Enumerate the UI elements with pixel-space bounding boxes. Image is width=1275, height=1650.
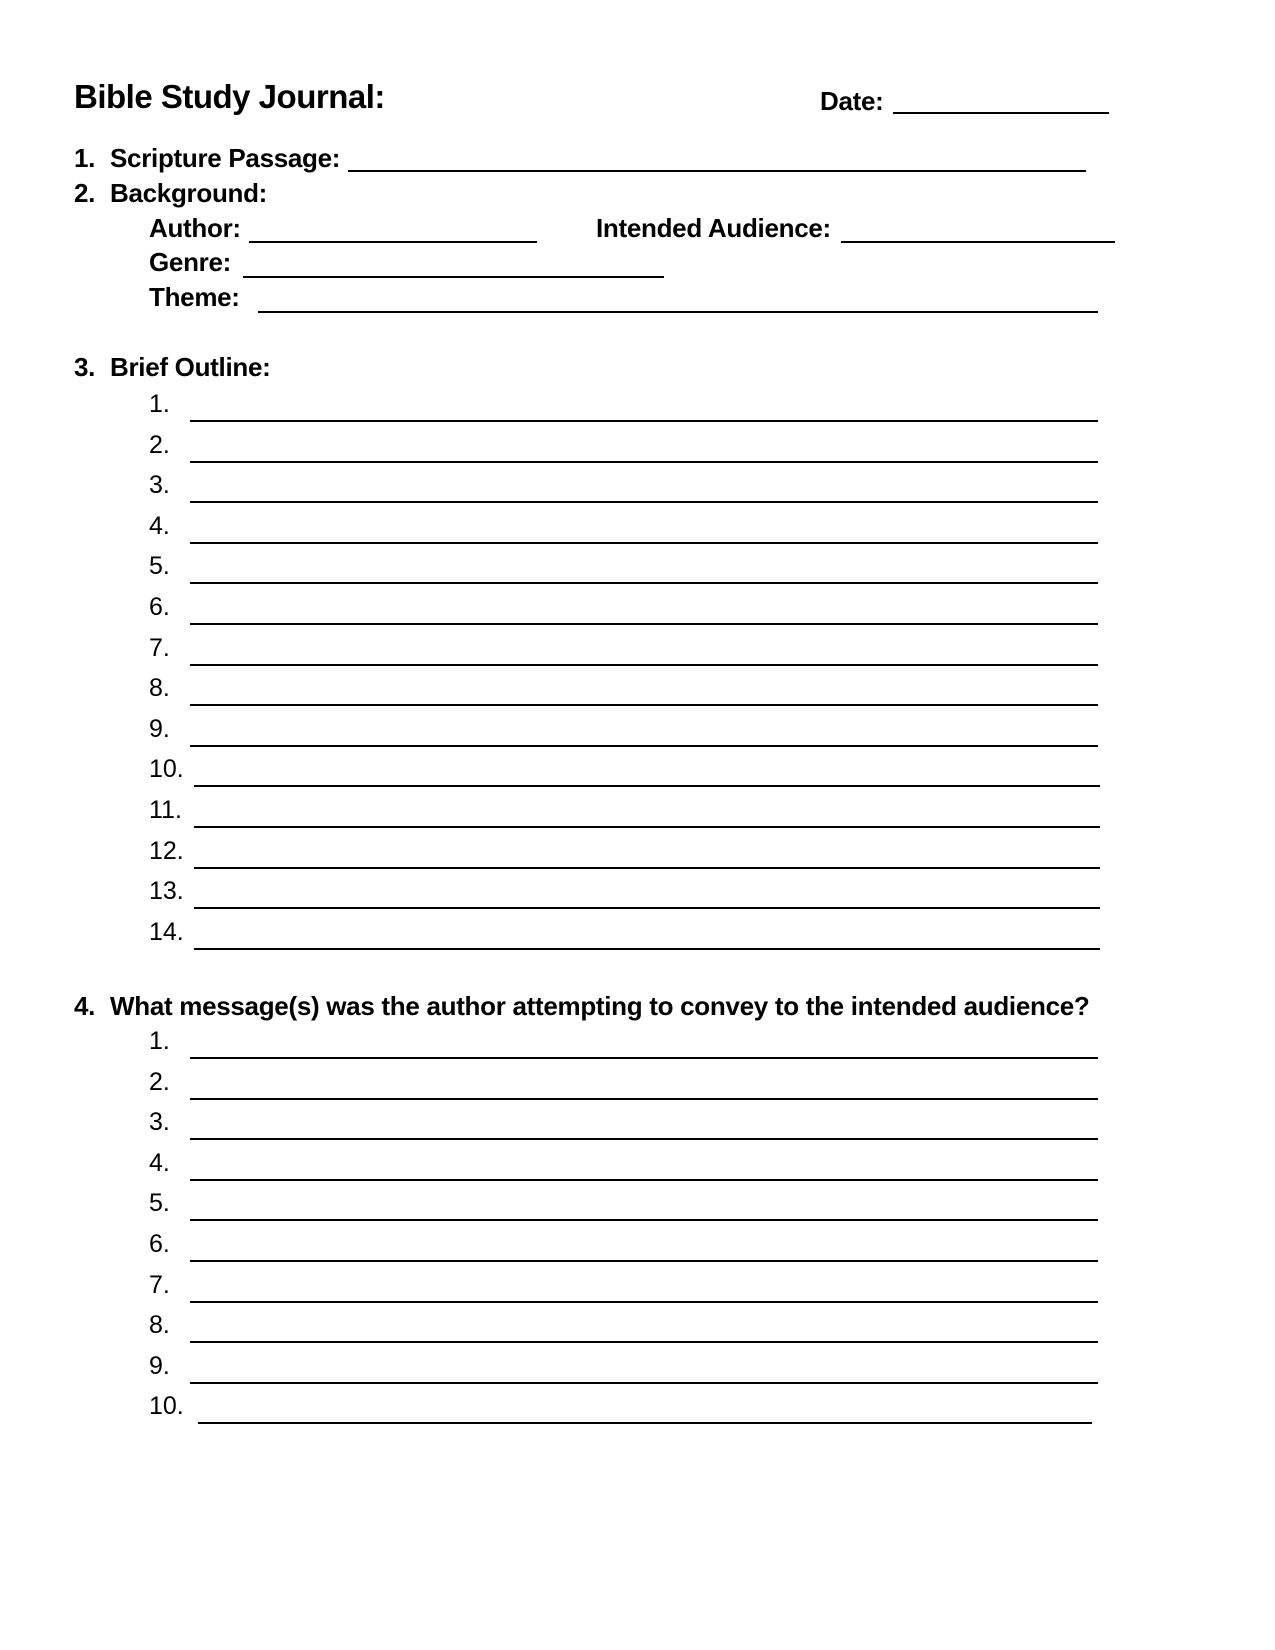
intended-audience-field[interactable] <box>841 241 1115 243</box>
brief-outline-label: Brief Outline: <box>110 352 271 382</box>
author-label: Author: <box>149 213 241 243</box>
outline-item-line[interactable] <box>190 704 1098 706</box>
message-item-line[interactable] <box>190 1260 1098 1262</box>
section-2-number: 2. <box>74 178 96 208</box>
theme-label: Theme: <box>149 282 240 312</box>
message-item-number: 4. <box>149 1148 170 1177</box>
outline-item-number: 8. <box>149 674 170 703</box>
message-item-number: 2. <box>149 1067 170 1096</box>
outline-item-line[interactable] <box>194 907 1100 909</box>
section-4-number: 4. <box>74 991 96 1021</box>
message-item-line[interactable] <box>190 1179 1098 1181</box>
message-item-line[interactable] <box>190 1301 1098 1303</box>
scripture-passage-field[interactable] <box>348 170 1086 172</box>
outline-item-line[interactable] <box>190 664 1098 666</box>
scripture-passage-label: Scripture Passage: <box>110 143 341 173</box>
outline-item-line[interactable] <box>190 420 1098 422</box>
outline-item-number: 4. <box>149 511 170 540</box>
message-item-number: 6. <box>149 1230 170 1258</box>
outline-item-line[interactable] <box>194 826 1100 828</box>
genre-label: Genre: <box>149 247 232 277</box>
message-item-line[interactable] <box>190 1341 1098 1343</box>
outline-item-line[interactable] <box>190 501 1098 503</box>
page-title: Bible Study Journal: <box>74 78 385 115</box>
message-item-number: 8. <box>149 1311 170 1340</box>
outline-item-number: 12. <box>149 836 184 865</box>
message-item-line[interactable] <box>190 1057 1098 1059</box>
section-1-number: 1. <box>74 143 96 173</box>
message-item-number: 7. <box>149 1270 170 1299</box>
message-item-line[interactable] <box>190 1098 1098 1100</box>
outline-item-line[interactable] <box>194 867 1100 869</box>
outline-item-number: 10. <box>149 755 184 784</box>
author-field[interactable] <box>249 241 537 243</box>
message-item-number: 9. <box>149 1351 170 1380</box>
theme-field[interactable] <box>258 311 1098 313</box>
genre-field[interactable] <box>243 276 664 278</box>
outline-item-line[interactable] <box>194 785 1100 787</box>
background-label: Background: <box>110 178 268 208</box>
outline-item-number: 1. <box>149 390 170 418</box>
section-3-number: 3. <box>74 352 96 382</box>
outline-item-number: 9. <box>149 714 170 743</box>
outline-item-number: 14. <box>149 917 184 946</box>
outline-item-line[interactable] <box>190 745 1098 747</box>
outline-item-number: 5. <box>149 552 170 581</box>
message-item-number: 5. <box>149 1189 170 1218</box>
message-item-line[interactable] <box>190 1138 1098 1140</box>
message-item-number: 3. <box>149 1108 170 1137</box>
message-item-number: 1. <box>149 1027 170 1055</box>
outline-item-number: 13. <box>149 877 184 906</box>
outline-item-number: 7. <box>149 633 170 662</box>
message-item-line[interactable] <box>190 1382 1098 1384</box>
message-question: What message(s) was the author attempting to convey to the intended audience? <box>110 991 1090 1021</box>
intended-audience-label: Intended Audience: <box>596 213 831 243</box>
outline-item-number: 6. <box>149 593 170 621</box>
outline-item-line[interactable] <box>190 623 1098 625</box>
message-item-number: 10. <box>149 1392 184 1421</box>
date-label: Date: <box>820 86 884 116</box>
outline-item-number: 3. <box>149 471 170 500</box>
outline-item-line[interactable] <box>190 582 1098 584</box>
outline-item-line[interactable] <box>190 461 1098 463</box>
outline-item-number: 11. <box>149 796 182 824</box>
date-field[interactable] <box>893 112 1109 114</box>
outline-item-number: 2. <box>149 430 170 459</box>
message-item-line[interactable] <box>190 1219 1098 1221</box>
outline-item-line[interactable] <box>190 542 1098 544</box>
message-item-line[interactable] <box>198 1422 1092 1424</box>
outline-item-line[interactable] <box>194 948 1100 950</box>
